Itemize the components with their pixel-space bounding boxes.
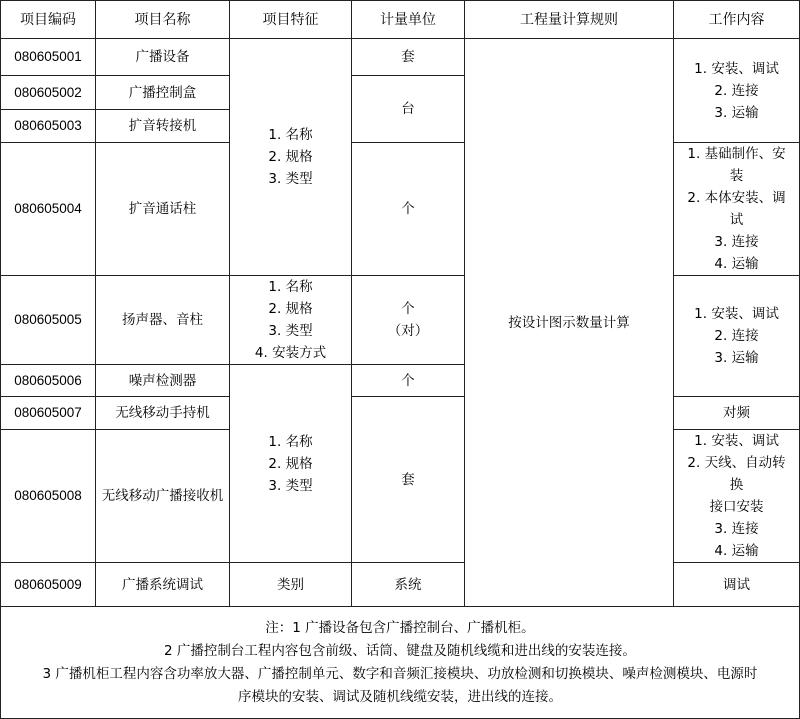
- item-code: 080605003: [1, 110, 96, 143]
- work-line: 1. 安装、调试: [694, 60, 779, 77]
- unit-line: （对）: [387, 323, 429, 339]
- item-code: 080605009: [1, 563, 96, 607]
- work-line: 2. 连接: [714, 82, 759, 99]
- note-line: 3 广播机柜工程内容含功率放大器、广播控制单元、数字和音频汇接模块、功放检测和切换模块、噪声检测模块、电源时: [42, 665, 758, 682]
- feature-line: 3. 类型: [268, 171, 313, 187]
- header-unit: 计量单位: [352, 1, 465, 39]
- unit-cell: 个: [352, 365, 465, 397]
- work-line: 3. 运输: [714, 350, 759, 366]
- header-work: 工作内容: [674, 1, 800, 39]
- item-name: 无线移动手持机: [96, 397, 230, 430]
- work-line: 1. 基础制作、安: [687, 146, 786, 162]
- work-line: 4. 运输: [714, 256, 759, 272]
- unit-cell: [352, 276, 465, 365]
- header-name: 项目名称: [96, 1, 230, 39]
- header-row: [1, 1, 800, 39]
- feature-line: 2. 规格: [268, 149, 313, 165]
- feature-line: 2. 规格: [268, 301, 313, 317]
- work-line: 接口安装: [709, 499, 764, 515]
- unit-line: 个: [401, 301, 415, 317]
- work-content-5: [674, 430, 800, 563]
- item-code: 080605002: [1, 76, 96, 110]
- table-row: [1, 39, 800, 76]
- work-line: 1. 安装、调试: [694, 306, 779, 322]
- item-name: 无线移动广播接收机: [96, 430, 230, 563]
- item-name: 广播设备: [96, 39, 230, 76]
- work-line: 3. 运输: [714, 104, 759, 121]
- work-line: 装: [729, 168, 744, 184]
- item-code: 080605004: [1, 143, 96, 276]
- unit-cell: 系统: [352, 563, 465, 607]
- item-name: 广播系统调试: [96, 563, 230, 607]
- notes-row: [1, 607, 800, 719]
- feature-line: 1. 名称: [268, 433, 313, 450]
- note-line: 注：1 广播设备包含广播控制台、广播机柜。: [265, 619, 535, 636]
- work-content-3: [674, 276, 800, 397]
- calculation-rule: 按设计图示数量计算: [465, 39, 674, 607]
- note-line: 序模块的安装、调试及随机线缆安装，进出线的连接。: [238, 688, 562, 705]
- item-name: 扩音转接机: [96, 110, 230, 143]
- item-name: 扩音通话柱: [96, 143, 230, 276]
- features-group-2: [230, 276, 352, 365]
- item-code: 080605005: [1, 276, 96, 365]
- work-line: 3. 连接: [714, 234, 759, 250]
- work-line: 换: [729, 477, 744, 493]
- features-group-4: 类别: [230, 563, 352, 607]
- table-row: [1, 143, 800, 276]
- feature-line: 1. 名称: [268, 127, 313, 143]
- feature-line: 3. 类型: [268, 323, 313, 339]
- unit-cell: 套: [352, 397, 465, 563]
- features-group-3: [230, 365, 352, 563]
- table-row: [1, 563, 800, 607]
- work-content-1: [674, 39, 800, 143]
- work-line: 1. 安装、调试: [694, 433, 779, 449]
- work-line: 试: [729, 212, 744, 228]
- item-name: 噪声检测器: [96, 365, 230, 397]
- work-content-6: 调试: [674, 563, 800, 607]
- header-features: 项目特征: [230, 1, 352, 39]
- item-name: 广播控制盒: [96, 76, 230, 110]
- work-line: 2. 本体安装、调: [687, 190, 786, 206]
- feature-line: 1. 名称: [268, 279, 313, 295]
- work-content-4: 对频: [674, 397, 800, 430]
- work-line: 3. 连接: [714, 521, 759, 537]
- table-row: [1, 276, 800, 365]
- item-code: 080605006: [1, 365, 96, 397]
- work-line: 2. 连接: [714, 328, 759, 344]
- feature-line: 2. 规格: [268, 455, 313, 472]
- item-code: 080605008: [1, 430, 96, 563]
- unit-cell: 套: [352, 39, 465, 76]
- unit-cell: 个: [352, 143, 465, 276]
- table-row: [1, 397, 800, 430]
- feature-line: 4. 安装方式: [254, 345, 327, 361]
- work-line: 4. 运输: [714, 543, 759, 559]
- header-code: 项目编码: [1, 1, 96, 39]
- header-rule: 工程量计算规则: [465, 1, 674, 39]
- unit-cell: 台: [352, 76, 465, 143]
- item-code: 080605001: [1, 39, 96, 76]
- feature-line: 3. 类型: [268, 477, 313, 494]
- notes: [1, 607, 800, 719]
- work-line: 2. 天线、自动转: [687, 455, 786, 471]
- work-content-2: [674, 143, 800, 276]
- note-line: 2 广播控制台工程内容包含前级、话筒、键盘及随机线缆和进出线的安装连接。: [164, 642, 636, 659]
- item-code: 080605007: [1, 397, 96, 430]
- features-group-1: [230, 39, 352, 276]
- item-name: 扬声器、音柱: [96, 276, 230, 365]
